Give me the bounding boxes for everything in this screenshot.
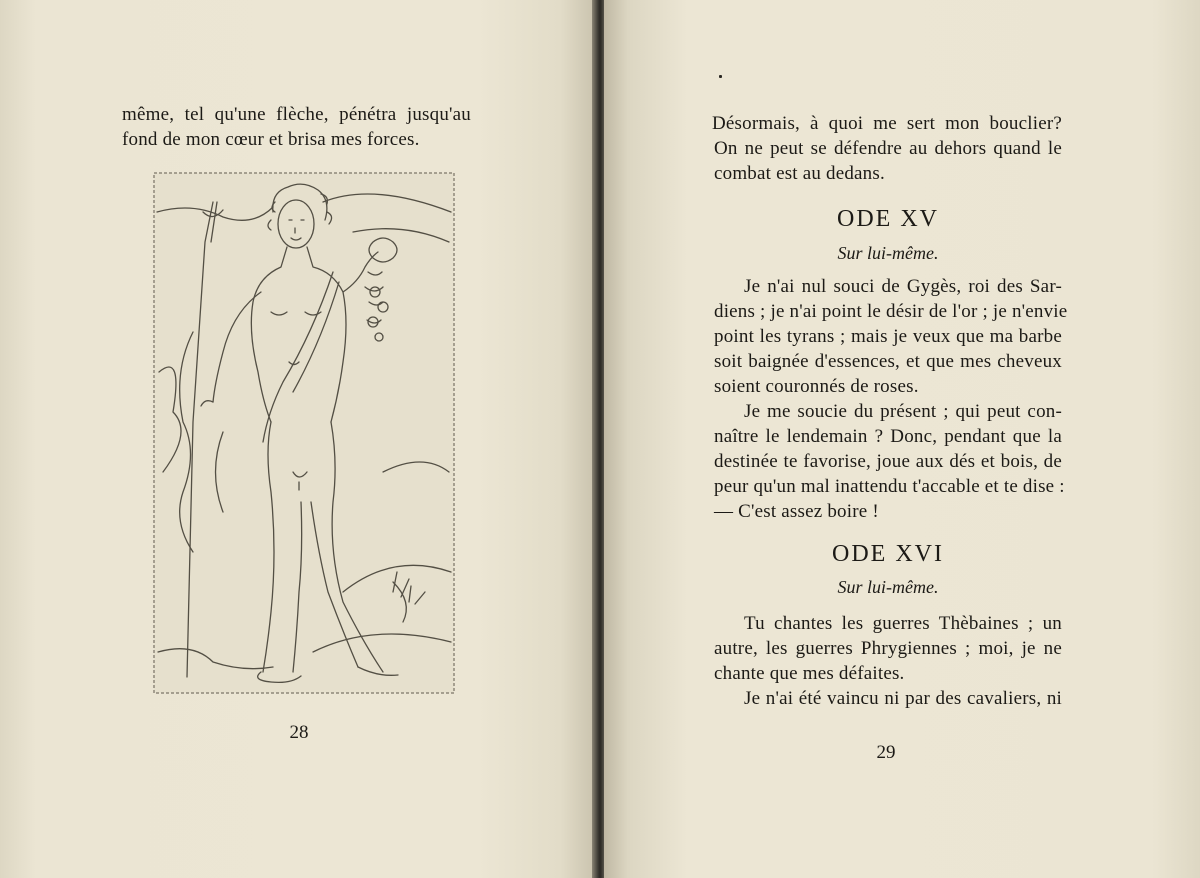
- ode-subtitle: Sur lui-même.: [837, 243, 939, 263]
- text-line: naître le lendemain ? Donc, pendant que la: [714, 426, 1062, 447]
- text-line: soit baignée d'essences, et que mes cheveux: [714, 351, 1062, 372]
- ode-title: ODE XV: [837, 206, 939, 232]
- ode-title: ODE XVI: [832, 541, 944, 567]
- text-line: diens ; je n'ai point le désir de l'or ; je n'envie: [714, 301, 1068, 322]
- text-line: point les tyrans ; mais je veux que ma barbe: [714, 326, 1062, 347]
- text-line: peur qu'un mal inattendu t'accable et te dise :: [714, 476, 1065, 497]
- text-line: même, tel qu'une flèche, pénétra jusqu'au: [122, 104, 471, 125]
- text-line: Je n'ai nul souci de Gygès, roi des Sar-: [744, 276, 1062, 297]
- right-page: [604, 0, 1200, 878]
- text-line: — C'est assez boire !: [714, 501, 879, 522]
- print-mark: [719, 75, 722, 78]
- text-line: Je n'ai été vaincu ni par des cavaliers, ni: [744, 688, 1062, 709]
- text-line: chante que mes défaites.: [714, 663, 905, 684]
- left-page: [0, 0, 596, 878]
- text-line: fond de mon cœur et brisa mes forces.: [122, 129, 420, 150]
- text-line: destinée te favorise, joue aux dés et bois, de: [714, 451, 1062, 472]
- illustration-etching: [153, 172, 455, 694]
- text-line: combat est au dedans.: [714, 163, 885, 184]
- text-line: On ne peut se défendre au dehors quand le: [714, 138, 1062, 159]
- text-line: autre, les guerres Phrygiennes ; moi, je ne: [714, 638, 1062, 659]
- page-number: 28: [289, 722, 309, 743]
- text-line: Tu chantes les guerres Thèbaines ; un: [744, 613, 1062, 634]
- page-number: 29: [876, 742, 896, 763]
- ode-subtitle: Sur lui-même.: [837, 577, 939, 597]
- text-line: Je me soucie du présent ; qui peut con-: [744, 401, 1062, 422]
- text-line: Désormais, à quoi me sert mon bouclier?: [712, 113, 1062, 134]
- text-line: soient couronnés de roses.: [714, 376, 919, 397]
